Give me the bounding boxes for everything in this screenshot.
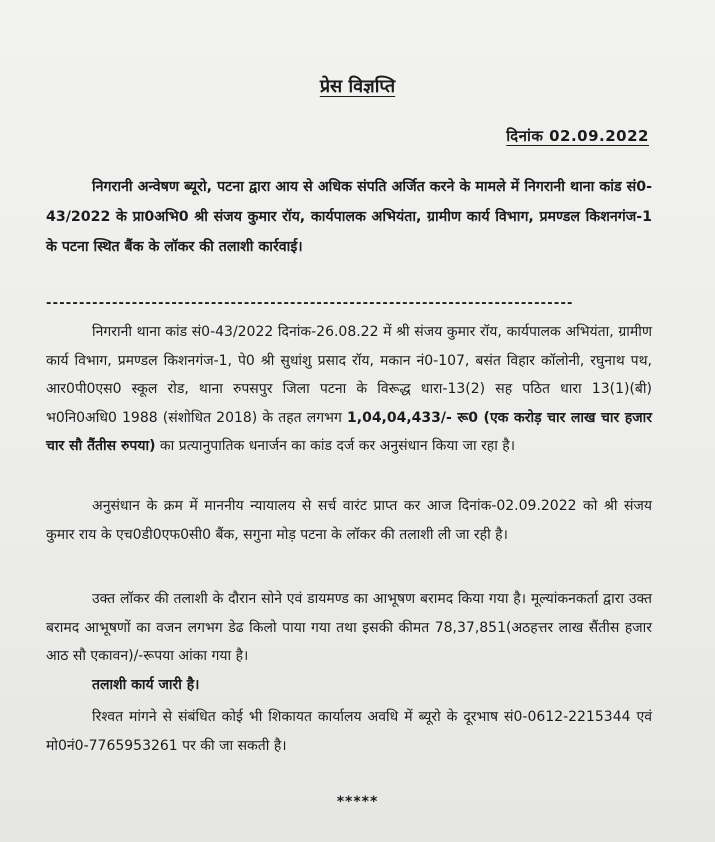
end-marker: ***** bbox=[336, 794, 379, 810]
para1-text: निगरानी थाना कांड सं0-43/2022 दिनांक-26.08.22 में श्री संजय कुमार रॉय, कार्यपालक अभियंता, ग्रामीण कार्य विभाग, प्रमण्डल किशनगंज-1, पे0 श्री सुधांशु प्रसाद रॉय, मकान नं0-107, बसंत विहार कॉलोनी, रघुनाथ पथ, आर0पी0एस0 स्कूल रोड, थाना रुपसपुर जिला पटना के विरूद्ध धारा-13(2) सह पठित धारा 13(1)(बी) भ0नि0अधि0 1988 (संशोधित 2018) के तहत लगभग bbox=[46, 324, 652, 426]
body-paragraph-3 bbox=[46, 585, 652, 671]
subject-text: निगरानी अन्वेषण ब्यूरो, पटना द्वारा आय से अधिक संपति अर्जित करने के मामले में निगरानी थाना कांड सं0-43/2022 के प्रा0अभि0 श्री संजय कुमार रॉय, कार्यपालक अभियंता, ग्रामीण कार्य विभाग, प्रमण्डल किशनगंज-1 के पटना स्थित बैंक के लॉकर की तलाशी कार्रवाई। bbox=[46, 179, 652, 255]
para1-tail: का प्रत्यानुपातिक धनार्जन का कांड दर्ज कर अनुसंधान किया जा रहा है। bbox=[155, 438, 516, 454]
para5-text: रिश्वत मांगने से संबंधित कोई भी शिकायत कार्यालय अवधि में ब्यूरो के दूरभाष सं0-0612-2215344 एवं मो0नं0-7765953261 पर की जा सकती है। bbox=[46, 709, 652, 754]
body-paragraph-5 bbox=[46, 703, 652, 760]
body-paragraph-1 bbox=[46, 318, 652, 461]
body-paragraph-2 bbox=[46, 492, 652, 549]
para4-text: तलाशी कार्य जारी है। bbox=[92, 677, 200, 693]
release-date bbox=[506, 126, 649, 146]
para1-amount: 1,04,04,433/- रू0 (एक करोड़ चार लाख चार हजार चार सौ तैंतीस रुपया) bbox=[46, 409, 652, 454]
para3-text: उक्त लॉकर की तलाशी के दौरान सोने एवं डायमण्ड का आभूषण बरामद किया गया है। मूल्यांकनकर्ता द्वारा उक्त बरामद आभूषणों का वजन लगभग डेढ किलो पाया गया तथा इसकी कीमत 78,37,851(अठहत्तर लाख सैंतीस हजार आठ सौ एकावन)/-रूपया आंका गया है। bbox=[46, 591, 652, 664]
date-text: दिनांक 02.09.2022 bbox=[506, 127, 649, 145]
para2-text: अनुसंधान के क्रम में माननीय न्यायालय से सर्च वारंट प्राप्त कर आज दिनांक-02.09.2022 को श्री संजय कुमार राय के एच0डी0एफ0सी0 बैंक, सगुना मोड़ पटना के लॉकर की तलाशी ली जा रही है। bbox=[46, 498, 652, 543]
title-text: प्रेस विज्ञप्ति bbox=[319, 76, 396, 97]
subject-paragraph bbox=[46, 172, 652, 262]
section-divider: -------------------------------------------------------------------------------- bbox=[46, 296, 574, 311]
document-title bbox=[0, 74, 715, 98]
body-paragraph-4 bbox=[92, 671, 698, 700]
